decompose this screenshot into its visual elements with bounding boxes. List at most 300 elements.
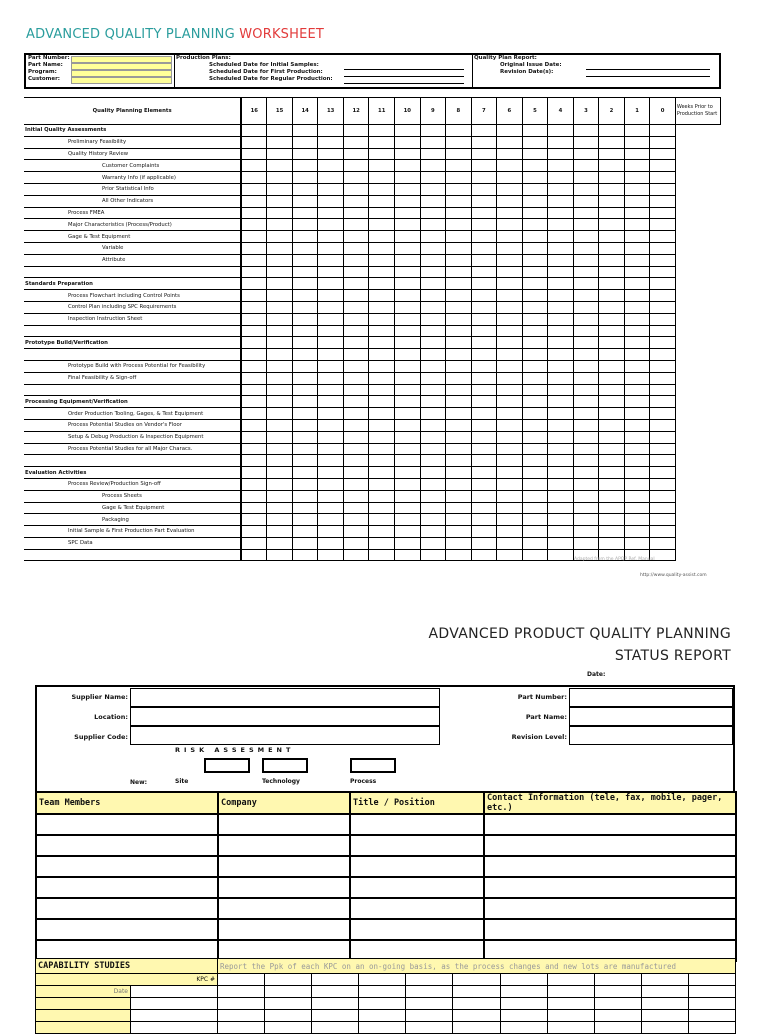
week-cell[interactable] (394, 325, 420, 337)
capability-cell[interactable] (359, 998, 406, 1010)
week-cell[interactable] (394, 514, 420, 526)
kpc-cell[interactable] (641, 974, 688, 986)
week-cell[interactable] (650, 242, 676, 254)
week-cell[interactable] (624, 183, 650, 195)
week-cell[interactable] (522, 160, 548, 172)
week-cell[interactable] (522, 443, 548, 455)
week-cell[interactable] (548, 490, 574, 502)
week-cell[interactable] (599, 337, 625, 349)
team-cell[interactable] (36, 898, 218, 919)
capability-cell[interactable] (688, 998, 735, 1010)
week-cell[interactable] (292, 360, 318, 372)
week-cell[interactable] (292, 136, 318, 148)
date-cell[interactable] (594, 986, 641, 998)
week-cell[interactable] (292, 278, 318, 290)
week-cell[interactable] (318, 160, 344, 172)
week-cell[interactable] (522, 431, 548, 443)
week-cell[interactable] (548, 337, 574, 349)
capability-cell[interactable] (453, 1010, 500, 1022)
week-cell[interactable] (318, 207, 344, 219)
week-cell[interactable] (522, 148, 548, 160)
week-cell[interactable] (497, 431, 523, 443)
week-cell[interactable] (292, 349, 318, 361)
week-cell[interactable] (420, 514, 446, 526)
week-cell[interactable] (573, 266, 599, 278)
week-cell[interactable] (343, 337, 369, 349)
week-cell[interactable] (267, 467, 293, 479)
week-cell[interactable] (548, 502, 574, 514)
week-cell[interactable] (471, 537, 497, 549)
capability-cell[interactable] (131, 1010, 218, 1022)
week-cell[interactable] (369, 325, 395, 337)
week-cell[interactable] (573, 325, 599, 337)
week-cell[interactable] (650, 514, 676, 526)
week-cell[interactable] (650, 148, 676, 160)
week-cell[interactable] (624, 419, 650, 431)
capability-cell[interactable] (218, 998, 265, 1010)
week-cell[interactable] (599, 467, 625, 479)
week-cell[interactable] (241, 136, 267, 148)
week-cell[interactable] (471, 219, 497, 231)
week-cell[interactable] (267, 278, 293, 290)
week-cell[interactable] (267, 514, 293, 526)
week-cell[interactable] (318, 467, 344, 479)
week-cell[interactable] (369, 502, 395, 514)
week-cell[interactable] (548, 408, 574, 420)
week-cell[interactable] (267, 455, 293, 467)
week-cell[interactable] (446, 502, 472, 514)
week-cell[interactable] (548, 160, 574, 172)
week-cell[interactable] (624, 349, 650, 361)
week-cell[interactable] (548, 290, 574, 302)
week-cell[interactable] (446, 337, 472, 349)
date-cell[interactable] (218, 986, 265, 998)
week-cell[interactable] (420, 148, 446, 160)
week-cell[interactable] (292, 160, 318, 172)
week-cell[interactable] (343, 290, 369, 302)
week-cell[interactable] (446, 148, 472, 160)
part-name-field[interactable] (569, 707, 733, 726)
date-cell[interactable] (500, 986, 547, 998)
week-cell[interactable] (471, 254, 497, 266)
week-cell[interactable] (471, 325, 497, 337)
week-cell[interactable] (599, 125, 625, 137)
week-cell[interactable] (394, 372, 420, 384)
week-cell[interactable] (497, 125, 523, 137)
week-cell[interactable] (343, 349, 369, 361)
week-cell[interactable] (497, 360, 523, 372)
week-cell[interactable] (522, 242, 548, 254)
week-cell[interactable] (292, 231, 318, 243)
week-cell[interactable] (497, 183, 523, 195)
week-cell[interactable] (599, 148, 625, 160)
week-cell[interactable] (318, 148, 344, 160)
week-cell[interactable] (420, 467, 446, 479)
week-cell[interactable] (650, 219, 676, 231)
week-cell[interactable] (420, 419, 446, 431)
week-cell[interactable] (369, 467, 395, 479)
week-cell[interactable] (267, 160, 293, 172)
week-cell[interactable] (497, 254, 523, 266)
team-cell[interactable] (350, 835, 484, 856)
week-cell[interactable] (318, 549, 344, 561)
week-cell[interactable] (471, 313, 497, 325)
week-cell[interactable] (573, 172, 599, 184)
week-cell[interactable] (624, 443, 650, 455)
week-cell[interactable] (267, 384, 293, 396)
week-cell[interactable] (624, 136, 650, 148)
week-cell[interactable] (599, 455, 625, 467)
kpc-cell[interactable] (312, 974, 359, 986)
week-cell[interactable] (548, 136, 574, 148)
week-cell[interactable] (292, 148, 318, 160)
week-cell[interactable] (394, 313, 420, 325)
week-cell[interactable] (446, 431, 472, 443)
week-cell[interactable] (343, 478, 369, 490)
date-cell[interactable] (453, 986, 500, 998)
week-cell[interactable] (420, 384, 446, 396)
week-cell[interactable] (420, 125, 446, 137)
week-cell[interactable] (522, 183, 548, 195)
week-cell[interactable] (394, 337, 420, 349)
week-cell[interactable] (650, 278, 676, 290)
week-cell[interactable] (624, 514, 650, 526)
week-cell[interactable] (650, 396, 676, 408)
week-cell[interactable] (471, 514, 497, 526)
week-cell[interactable] (599, 419, 625, 431)
week-cell[interactable] (522, 514, 548, 526)
week-cell[interactable] (522, 219, 548, 231)
week-cell[interactable] (292, 514, 318, 526)
week-cell[interactable] (548, 467, 574, 479)
week-cell[interactable] (241, 195, 267, 207)
week-cell[interactable] (394, 172, 420, 184)
week-cell[interactable] (497, 172, 523, 184)
week-cell[interactable] (292, 419, 318, 431)
week-cell[interactable] (624, 337, 650, 349)
team-cell[interactable] (218, 877, 350, 898)
week-cell[interactable] (241, 313, 267, 325)
kpc-cell[interactable] (406, 974, 453, 986)
week-cell[interactable] (573, 396, 599, 408)
week-cell[interactable] (241, 207, 267, 219)
week-cell[interactable] (497, 419, 523, 431)
week-cell[interactable] (420, 136, 446, 148)
week-cell[interactable] (394, 266, 420, 278)
week-cell[interactable] (446, 537, 472, 549)
week-cell[interactable] (343, 219, 369, 231)
week-cell[interactable] (599, 408, 625, 420)
team-cell[interactable] (350, 877, 484, 898)
week-cell[interactable] (343, 207, 369, 219)
week-cell[interactable] (573, 349, 599, 361)
week-cell[interactable] (267, 478, 293, 490)
week-cell[interactable] (446, 172, 472, 184)
week-cell[interactable] (497, 372, 523, 384)
week-cell[interactable] (369, 419, 395, 431)
week-cell[interactable] (497, 136, 523, 148)
week-cell[interactable] (420, 349, 446, 361)
week-cell[interactable] (394, 443, 420, 455)
week-cell[interactable] (599, 207, 625, 219)
week-cell[interactable] (446, 396, 472, 408)
week-cell[interactable] (394, 467, 420, 479)
week-cell[interactable] (343, 301, 369, 313)
week-cell[interactable] (420, 183, 446, 195)
week-cell[interactable] (267, 408, 293, 420)
week-cell[interactable] (497, 207, 523, 219)
week-cell[interactable] (548, 372, 574, 384)
week-cell[interactable] (318, 195, 344, 207)
week-cell[interactable] (267, 549, 293, 561)
team-cell[interactable] (218, 898, 350, 919)
week-cell[interactable] (241, 514, 267, 526)
week-cell[interactable] (624, 502, 650, 514)
supplier-code-field[interactable] (130, 726, 440, 745)
kpc-cell[interactable] (453, 974, 500, 986)
week-cell[interactable] (420, 313, 446, 325)
week-cell[interactable] (624, 207, 650, 219)
week-cell[interactable] (420, 443, 446, 455)
week-cell[interactable] (394, 301, 420, 313)
week-cell[interactable] (267, 349, 293, 361)
week-cell[interactable] (420, 360, 446, 372)
week-cell[interactable] (241, 360, 267, 372)
week-cell[interactable] (497, 514, 523, 526)
first-production-field[interactable] (344, 70, 464, 77)
week-cell[interactable] (624, 195, 650, 207)
week-cell[interactable] (471, 490, 497, 502)
week-cell[interactable] (471, 384, 497, 396)
team-cell[interactable] (350, 898, 484, 919)
capability-cell[interactable] (641, 998, 688, 1010)
week-cell[interactable] (369, 526, 395, 538)
week-cell[interactable] (650, 207, 676, 219)
week-cell[interactable] (318, 502, 344, 514)
week-cell[interactable] (343, 419, 369, 431)
week-cell[interactable] (241, 537, 267, 549)
week-cell[interactable] (318, 443, 344, 455)
week-cell[interactable] (292, 337, 318, 349)
week-cell[interactable] (343, 172, 369, 184)
week-cell[interactable] (292, 207, 318, 219)
week-cell[interactable] (446, 478, 472, 490)
week-cell[interactable] (394, 537, 420, 549)
week-cell[interactable] (241, 431, 267, 443)
week-cell[interactable] (573, 278, 599, 290)
week-cell[interactable] (497, 455, 523, 467)
week-cell[interactable] (471, 278, 497, 290)
week-cell[interactable] (446, 455, 472, 467)
initial-samples-field[interactable] (344, 63, 464, 70)
week-cell[interactable] (292, 301, 318, 313)
week-cell[interactable] (548, 172, 574, 184)
week-cell[interactable] (650, 349, 676, 361)
week-cell[interactable] (446, 360, 472, 372)
week-cell[interactable] (343, 136, 369, 148)
week-cell[interactable] (548, 478, 574, 490)
week-cell[interactable] (471, 408, 497, 420)
week-cell[interactable] (650, 325, 676, 337)
week-cell[interactable] (318, 349, 344, 361)
week-cell[interactable] (394, 349, 420, 361)
week-cell[interactable] (241, 231, 267, 243)
week-cell[interactable] (420, 266, 446, 278)
week-cell[interactable] (343, 266, 369, 278)
week-cell[interactable] (318, 478, 344, 490)
week-cell[interactable] (573, 526, 599, 538)
week-cell[interactable] (548, 183, 574, 195)
week-cell[interactable] (650, 478, 676, 490)
week-cell[interactable] (446, 278, 472, 290)
week-cell[interactable] (599, 372, 625, 384)
week-cell[interactable] (292, 549, 318, 561)
capability-cell[interactable] (688, 1010, 735, 1022)
week-cell[interactable] (624, 125, 650, 137)
revision-dates-field[interactable] (586, 70, 710, 77)
week-cell[interactable] (292, 290, 318, 302)
risk-technology-box[interactable] (262, 758, 308, 773)
week-cell[interactable] (522, 125, 548, 137)
week-cell[interactable] (446, 384, 472, 396)
week-cell[interactable] (573, 313, 599, 325)
week-cell[interactable] (599, 266, 625, 278)
week-cell[interactable] (497, 301, 523, 313)
week-cell[interactable] (471, 160, 497, 172)
week-cell[interactable] (650, 408, 676, 420)
week-cell[interactable] (394, 502, 420, 514)
week-cell[interactable] (369, 301, 395, 313)
week-cell[interactable] (599, 478, 625, 490)
week-cell[interactable] (446, 183, 472, 195)
week-cell[interactable] (599, 360, 625, 372)
week-cell[interactable] (267, 490, 293, 502)
week-cell[interactable] (471, 136, 497, 148)
capability-cell[interactable] (688, 1022, 735, 1034)
week-cell[interactable] (624, 219, 650, 231)
week-cell[interactable] (241, 455, 267, 467)
week-cell[interactable] (318, 136, 344, 148)
week-cell[interactable] (394, 148, 420, 160)
week-cell[interactable] (599, 396, 625, 408)
week-cell[interactable] (573, 431, 599, 443)
week-cell[interactable] (471, 231, 497, 243)
week-cell[interactable] (548, 419, 574, 431)
week-cell[interactable] (522, 254, 548, 266)
week-cell[interactable] (497, 219, 523, 231)
week-cell[interactable] (497, 490, 523, 502)
week-cell[interactable] (369, 537, 395, 549)
week-cell[interactable] (241, 502, 267, 514)
week-cell[interactable] (548, 384, 574, 396)
week-cell[interactable] (241, 266, 267, 278)
week-cell[interactable] (343, 372, 369, 384)
week-cell[interactable] (650, 195, 676, 207)
week-cell[interactable] (241, 290, 267, 302)
week-cell[interactable] (369, 490, 395, 502)
week-cell[interactable] (318, 242, 344, 254)
week-cell[interactable] (471, 290, 497, 302)
week-cell[interactable] (394, 242, 420, 254)
week-cell[interactable] (497, 278, 523, 290)
week-cell[interactable] (624, 408, 650, 420)
week-cell[interactable] (420, 231, 446, 243)
week-cell[interactable] (369, 231, 395, 243)
original-issue-date-field[interactable] (586, 63, 710, 70)
week-cell[interactable] (318, 337, 344, 349)
risk-site-box[interactable] (204, 758, 250, 773)
week-cell[interactable] (369, 183, 395, 195)
week-cell[interactable] (624, 490, 650, 502)
week-cell[interactable] (318, 219, 344, 231)
week-cell[interactable] (497, 478, 523, 490)
week-cell[interactable] (650, 290, 676, 302)
week-cell[interactable] (471, 431, 497, 443)
week-cell[interactable] (420, 455, 446, 467)
week-cell[interactable] (446, 419, 472, 431)
week-cell[interactable] (267, 148, 293, 160)
week-cell[interactable] (471, 195, 497, 207)
week-cell[interactable] (471, 360, 497, 372)
revision-level-field[interactable] (569, 726, 733, 745)
week-cell[interactable] (548, 219, 574, 231)
week-cell[interactable] (420, 372, 446, 384)
week-cell[interactable] (318, 290, 344, 302)
week-cell[interactable] (497, 337, 523, 349)
capability-cell[interactable] (218, 1010, 265, 1022)
week-cell[interactable] (573, 372, 599, 384)
week-cell[interactable] (343, 125, 369, 137)
week-cell[interactable] (241, 526, 267, 538)
capability-cell[interactable] (500, 1022, 547, 1034)
week-cell[interactable] (573, 419, 599, 431)
week-cell[interactable] (292, 478, 318, 490)
week-cell[interactable] (369, 266, 395, 278)
week-cell[interactable] (267, 136, 293, 148)
week-cell[interactable] (343, 431, 369, 443)
week-cell[interactable] (497, 290, 523, 302)
team-cell[interactable] (484, 898, 736, 919)
week-cell[interactable] (318, 526, 344, 538)
week-cell[interactable] (241, 219, 267, 231)
week-cell[interactable] (369, 455, 395, 467)
week-cell[interactable] (599, 313, 625, 325)
date-cell[interactable] (547, 986, 594, 998)
kpc-cell[interactable] (594, 974, 641, 986)
week-cell[interactable] (267, 207, 293, 219)
week-cell[interactable] (650, 231, 676, 243)
capability-cell[interactable] (547, 1022, 594, 1034)
week-cell[interactable] (292, 325, 318, 337)
week-cell[interactable] (292, 408, 318, 420)
week-cell[interactable] (548, 148, 574, 160)
week-cell[interactable] (522, 478, 548, 490)
week-cell[interactable] (650, 337, 676, 349)
week-cell[interactable] (420, 408, 446, 420)
week-cell[interactable] (267, 301, 293, 313)
week-cell[interactable] (267, 172, 293, 184)
week-cell[interactable] (497, 467, 523, 479)
week-cell[interactable] (369, 172, 395, 184)
week-cell[interactable] (624, 172, 650, 184)
week-cell[interactable] (267, 266, 293, 278)
week-cell[interactable] (318, 419, 344, 431)
week-cell[interactable] (650, 266, 676, 278)
week-cell[interactable] (446, 266, 472, 278)
week-cell[interactable] (471, 125, 497, 137)
week-cell[interactable] (522, 408, 548, 420)
week-cell[interactable] (548, 254, 574, 266)
